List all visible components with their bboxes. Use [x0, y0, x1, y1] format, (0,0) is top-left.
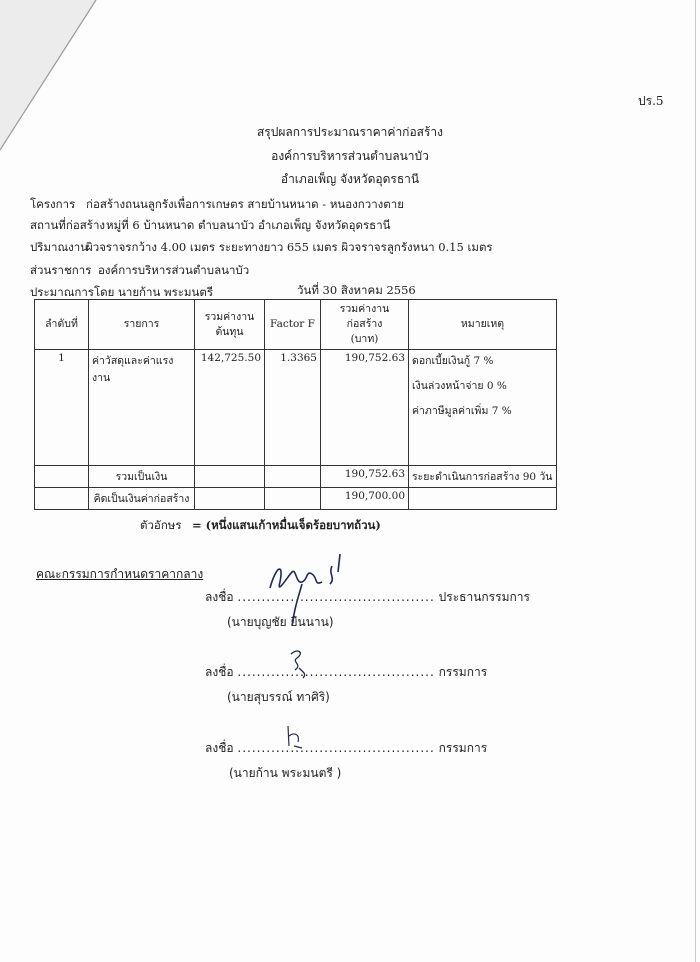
header-remark: หมายเหตุ: [409, 300, 557, 350]
construction-period: ระยะดำเนินการก่อสร้าง 90 วัน: [409, 466, 557, 488]
table-row: [35, 350, 557, 466]
header-factor: Factor F: [265, 300, 321, 350]
remark-advance: เงินล่วงหน้าจ่าย 0 %: [412, 380, 507, 392]
name-member-2: (นายสุบรรณ์ ทาศิริ): [227, 690, 330, 704]
final-label: คิดเป็นเงินค่าก่อสร้าง: [89, 488, 195, 510]
header-total: รวมค่างานก่อสร้าง (บาท): [321, 300, 409, 350]
table-header-row: [35, 300, 557, 350]
sum-row: [35, 466, 557, 488]
signature-chair: [262, 548, 357, 628]
project-label: โครงการ: [30, 197, 76, 211]
page-edge: [695, 0, 696, 962]
final-row: [35, 488, 557, 510]
remark-interest: ดอกเบี้ยเงินกู้ 7 %: [412, 355, 494, 367]
page-number: ปร.5: [638, 94, 664, 108]
sign-prefix: ลงชื่อ: [205, 590, 234, 604]
role-member-2: กรรมการ: [438, 665, 488, 679]
name-chair: (นายบุญชัย ยืนนาน): [227, 615, 334, 629]
header-title: สรุปผลการประมาณราคาค่าก่อสร้าง: [256, 125, 444, 139]
site-value: หมู่ที่ 6 บ้านหนาด ตำบลนาบัว อำเภอเพ็ญ จังหวัดอุดรธานี: [106, 218, 391, 232]
signature-line-member-3: ลงชื่อ ......................................... กรรมการ: [205, 741, 488, 755]
header-organization: องค์การบริหารส่วนตำบลนาบัว: [271, 149, 429, 163]
signature-line-chair: ลงชื่อ ......................................... ประธานกรรมการ: [205, 590, 530, 604]
row-remarks: [409, 350, 557, 466]
role-member-3: กรรมการ: [438, 741, 488, 755]
signature-line-member-2: ลงชื่อ ......................................... กรรมการ: [205, 665, 488, 679]
row-factor: 1.3365: [265, 350, 321, 466]
agency-value: องค์การบริหารส่วนตำบลนาบัว: [98, 263, 250, 277]
row-no: 1: [35, 350, 89, 466]
header-location: อำเภอเพ็ญ จังหวัดอุดรธานี: [280, 172, 420, 186]
agency-label: ส่วนราชการ: [30, 263, 92, 277]
signature-member-3: [284, 722, 308, 752]
role-chair: ประธานกรรมการ: [438, 590, 530, 604]
header-cost: รวมค่างาน ต้นทุน: [195, 300, 265, 350]
committee-heading: คณะกรรมการกำหนดราคากลาง: [36, 567, 204, 581]
sum-value: 190,752.63: [321, 466, 409, 488]
sign-prefix: ลงชื่อ: [205, 665, 234, 679]
volume-value: ผิวจราจรกว้าง 4.00 เมตร ระยะทางยาว 655 เมตร ผิวจราจรลูกรังหนา 0.15 เมตร: [86, 240, 493, 254]
sum-label: รวมเป็นเงิน: [89, 466, 195, 488]
in-words-value: = (หนึ่งแสนเก้าหมื่นเจ็ดร้อยบาทถ้วน): [192, 518, 381, 532]
header-item: รายการ: [89, 300, 195, 350]
project-value: ก่อสร้างถนนลูกรังเพื่อการเกษตร สายบ้านหนาด - หนองกวางตาย: [86, 197, 404, 211]
signature-member-2: [285, 646, 315, 680]
volume-label: ปริมาณงาน: [30, 240, 89, 254]
row-item: ค่าวัสดุและค่าแรงงาน: [89, 350, 195, 466]
remark-vat: ค่าภาษีมูลค่าเพิ่ม 7 %: [412, 405, 512, 417]
estimate-date: วันที่ 30 สิงหาคม 2556: [297, 283, 416, 297]
cost-summary-table: [34, 299, 557, 510]
estimator: ประมาณการโดย นายก้าน พระมนตรี: [30, 285, 214, 299]
sign-prefix: ลงชื่อ: [205, 741, 234, 755]
row-total: 190,752.63: [321, 350, 409, 466]
in-words-label: ตัวอักษร: [140, 518, 182, 532]
header-no: ลำดับที่: [35, 300, 89, 350]
final-value: 190,700.00: [321, 488, 409, 510]
site-label: สถานที่ก่อสร้าง: [30, 218, 106, 232]
row-cost: 142,725.50: [195, 350, 265, 466]
name-member-3: (นายก้าน พระมนตรี ): [229, 766, 342, 780]
